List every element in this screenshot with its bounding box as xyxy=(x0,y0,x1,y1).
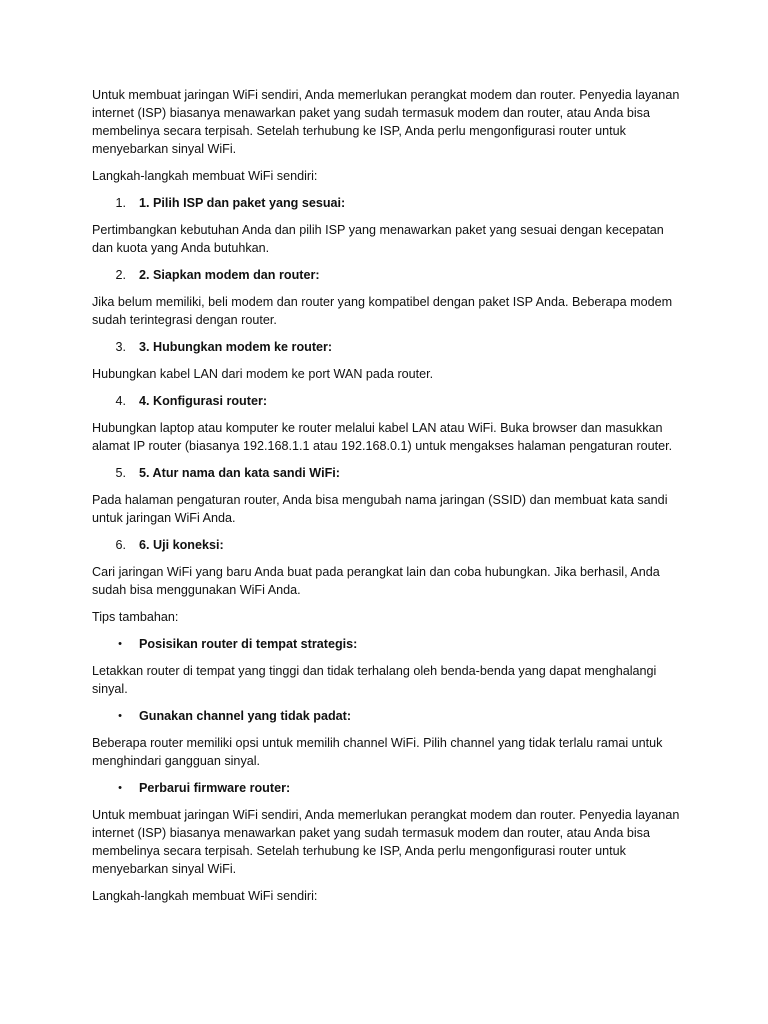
list-item-heading: 6. Uji koneksi: xyxy=(139,538,224,552)
list-item-heading: 2. Siapkan modem dan router: xyxy=(139,268,320,282)
list-number: 5. xyxy=(115,466,126,480)
list-item-heading: 4. Konfigurasi router: xyxy=(139,394,268,408)
list-number: 1. xyxy=(115,196,126,210)
bullet-marker: • xyxy=(118,638,122,650)
paragraph: Tips tambahan: xyxy=(92,610,179,624)
paragraph: Cari jaringan WiFi yang baru Anda buat pada perangkat lain dan coba hubungkan. Jika berhasil, Anda sudah bisa menggunakan WiFi Anda. xyxy=(92,565,660,597)
paragraph: Langkah-langkah membuat WiFi sendiri: xyxy=(92,169,318,183)
paragraph: Pada halaman pengaturan router, Anda bisa mengubah nama jaringan (SSID) dan membuat kata sandi untuk jaringan WiFi Anda. xyxy=(92,493,668,525)
paragraph: Untuk membuat jaringan WiFi sendiri, Anda memerlukan perangkat modem dan router. Penyedia layanan internet (ISP) biasanya menawarkan paket yang sudah termasuk modem dan router, atau Anda bisa membelinya secara terpisah. Setelah terhubung ke ISP, Anda perlu mengonfigurasi router untuk menyebarkan sinyal WiFi. xyxy=(92,88,680,156)
numbered-list-item xyxy=(92,194,676,212)
paragraph: Hubungkan kabel LAN dari modem ke port WAN pada router. xyxy=(92,367,434,381)
list-item-heading: Perbarui firmware router: xyxy=(139,781,291,795)
numbered-list-item xyxy=(92,464,676,482)
list-item-heading: 1. Pilih ISP dan paket yang sesuai: xyxy=(139,196,346,210)
numbered-list-item xyxy=(92,266,676,284)
paragraph: Untuk membuat jaringan WiFi sendiri, Anda memerlukan perangkat modem dan router. Penyedia layanan internet (ISP) biasanya menawarkan paket yang sudah termasuk modem dan router, atau Anda bisa membelinya secara terpisah. Setelah terhubung ke ISP, Anda perlu mengonfigurasi router untuk menyebarkan sinyal WiFi. xyxy=(92,808,680,876)
paragraph: Letakkan router di tempat yang tinggi dan tidak terhalang oleh benda-benda yang dapat menghalangi sinyal. xyxy=(92,664,657,696)
list-item-heading: 5. Atur nama dan kata sandi WiFi: xyxy=(139,466,340,480)
paragraph: Langkah-langkah membuat WiFi sendiri: xyxy=(92,889,318,903)
list-number: 4. xyxy=(115,394,126,408)
list-item-heading: Posisikan router di tempat strategis: xyxy=(139,637,358,651)
bullet-list-item xyxy=(92,635,676,653)
numbered-list-item xyxy=(92,536,676,554)
list-number: 3. xyxy=(115,340,126,354)
list-number: 2. xyxy=(115,268,126,282)
numbered-list-item xyxy=(92,392,676,410)
bullet-list-item xyxy=(92,779,676,797)
paragraph: Jika belum memiliki, beli modem dan router yang kompatibel dengan paket ISP Anda. Beberapa modem sudah terintegrasi dengan router. xyxy=(92,295,673,327)
paragraph: Pertimbangkan kebutuhan Anda dan pilih ISP yang menawarkan paket yang sesuai dengan kecepatan dan kuota yang Anda butuhkan. xyxy=(92,223,664,255)
list-number: 6. xyxy=(115,538,126,552)
bullet-marker: • xyxy=(118,710,122,722)
numbered-list-item xyxy=(92,338,676,356)
paragraph: Hubungkan laptop atau komputer ke router melalui kabel LAN atau WiFi. Buka browser dan masukkan alamat IP router (biasanya 192.168.1.1 atau 192.168.0.1) untuk mengakses halaman pengaturan router. xyxy=(92,421,673,453)
bullet-marker: • xyxy=(118,782,122,794)
bullet-list-item xyxy=(92,707,676,725)
list-item-heading: 3. Hubungkan modem ke router: xyxy=(139,340,333,354)
list-item-heading: Gunakan channel yang tidak padat: xyxy=(139,709,352,723)
paragraph: Beberapa router memiliki opsi untuk memilih channel WiFi. Pilih channel yang tidak terlalu ramai untuk menghindari gangguan sinyal. xyxy=(92,736,663,768)
